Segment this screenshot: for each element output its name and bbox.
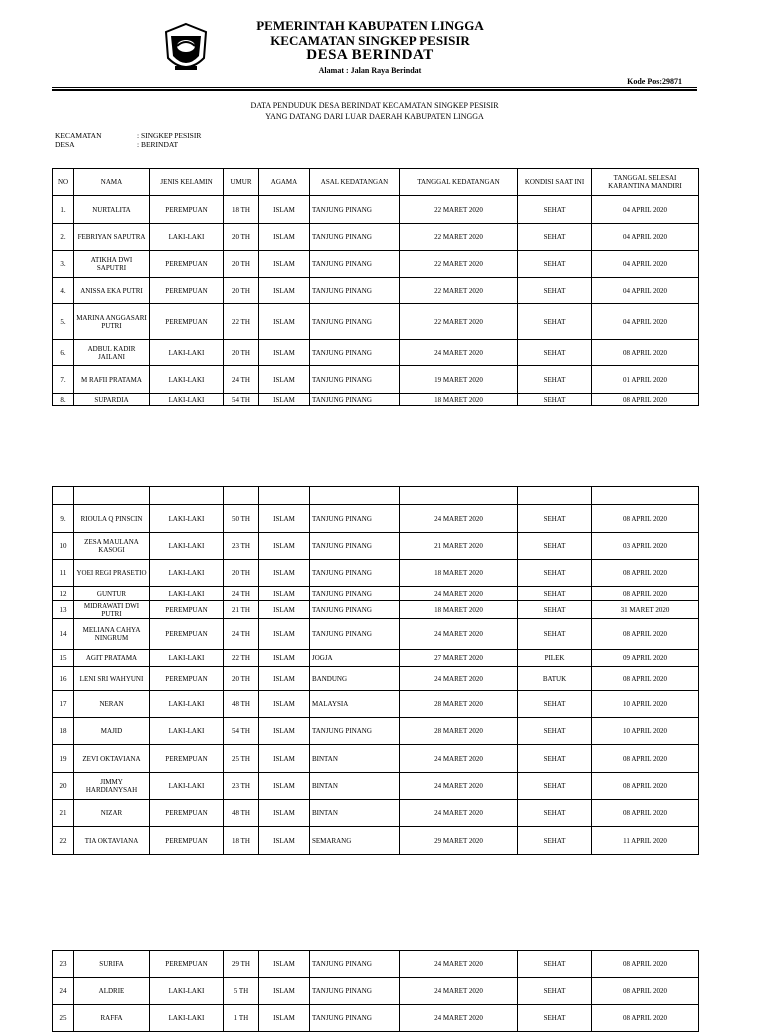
cell-jenis-kelamin: LAKI-LAKI [150,978,224,1005]
cell-jenis-kelamin: PEREMPUAN [150,827,224,855]
cell-kondisi: SEHAT [518,505,592,533]
cell-agama: ISLAM [259,745,310,773]
cell-asal-kedatangan: TANJUNG PINANG [310,340,400,366]
cell-tanggal-selesai: 08 APRIL 2020 [592,587,699,601]
cell-no: 23 [53,951,74,978]
cell-umur: 20 TH [224,251,259,278]
cell-tanggal-selesai: 04 APRIL 2020 [592,224,699,251]
cell-kondisi: SEHAT [518,196,592,224]
cell-no: 20 [53,773,74,800]
cell-kondisi: PILEK [518,650,592,667]
cell-jenis-kelamin: LAKI-LAKI [150,366,224,394]
header-divider-thick [52,89,697,91]
cell-tanggal-selesai: 10 APRIL 2020 [592,718,699,745]
cell-tanggal-kedatangan: 19 MARET 2020 [400,366,518,394]
cell-kondisi: BATUK [518,667,592,691]
cell-jenis-kelamin: LAKI-LAKI [150,560,224,587]
cell-tanggal-selesai: 10 APRIL 2020 [592,691,699,718]
cell-umur: 20 TH [224,340,259,366]
cell-jenis-kelamin: LAKI-LAKI [150,394,224,406]
cell-agama: ISLAM [259,1005,310,1032]
table-row [53,773,699,800]
cell-umur: 48 TH [224,691,259,718]
cell-jenis-kelamin: LAKI-LAKI [150,691,224,718]
cell-nama: MARINA ANGGASARI PUTRI [74,304,150,340]
cell-no: 24 [53,978,74,1005]
cell-tanggal-selesai: 04 APRIL 2020 [592,251,699,278]
cell-nama: SURIFA [74,951,150,978]
cell-jenis-kelamin: PEREMPUAN [150,951,224,978]
cell-jenis-kelamin: LAKI-LAKI [150,224,224,251]
cell-agama: ISLAM [259,667,310,691]
cell-umur: 22 TH [224,650,259,667]
cell-asal-kedatangan: BINTAN [310,800,400,827]
cell-tanggal-kedatangan: 24 MARET 2020 [400,800,518,827]
meta-kecamatan-label: KECAMATAN [55,131,102,140]
table-row [53,800,699,827]
cell-tanggal-kedatangan: 24 MARET 2020 [400,1005,518,1032]
cell-umur: 29 TH [224,951,259,978]
cell-tanggal-kedatangan: 28 MARET 2020 [400,691,518,718]
cell-nama: NERAN [74,691,150,718]
cell-agama: ISLAM [259,800,310,827]
cell-umur: 20 TH [224,224,259,251]
table-header-row [53,169,699,196]
cell-jenis-kelamin: LAKI-LAKI [150,340,224,366]
table-row [53,827,699,855]
cell-agama: ISLAM [259,773,310,800]
cell-tanggal-kedatangan: 21 MARET 2020 [400,533,518,560]
cell-no: 11 [53,560,74,587]
cell-tanggal-kedatangan: 24 MARET 2020 [400,773,518,800]
table-blank-cell [259,487,310,505]
header-no: NO [53,169,74,196]
table-blank-cell [400,487,518,505]
cell-jenis-kelamin: PEREMPUAN [150,251,224,278]
cell-tanggal-kedatangan: 29 MARET 2020 [400,827,518,855]
table-blank-cell [310,487,400,505]
cell-nama: LENI SRI WAHYUNI [74,667,150,691]
table-row [53,667,699,691]
cell-tanggal-kedatangan: 24 MARET 2020 [400,505,518,533]
cell-kondisi: SEHAT [518,601,592,619]
cell-tanggal-kedatangan: 24 MARET 2020 [400,587,518,601]
population-table-part2 [52,486,699,855]
cell-umur: 50 TH [224,505,259,533]
cell-no: 3. [53,251,74,278]
cell-umur: 24 TH [224,366,259,394]
cell-nama: YOEI REGI PRASETIO [74,560,150,587]
cell-kondisi: SEHAT [518,718,592,745]
cell-agama: ISLAM [259,650,310,667]
cell-no: 12 [53,587,74,601]
cell-nama: ZEVI OKTAVIANA [74,745,150,773]
cell-asal-kedatangan: SEMARANG [310,827,400,855]
cell-agama: ISLAM [259,224,310,251]
cell-asal-kedatangan: TANJUNG PINANG [310,718,400,745]
cell-agama: ISLAM [259,619,310,650]
table-row [53,224,699,251]
cell-kondisi: SEHAT [518,827,592,855]
table-row [53,619,699,650]
cell-agama: ISLAM [259,340,310,366]
header-asal-kedatangan: ASAL KEDATANGAN [310,169,400,196]
cell-jenis-kelamin: LAKI-LAKI [150,1005,224,1032]
cell-umur: 1 TH [224,1005,259,1032]
cell-nama: RAFFA [74,1005,150,1032]
cell-asal-kedatangan: TANJUNG PINANG [310,533,400,560]
table-blank-cell [224,487,259,505]
cell-agama: ISLAM [259,394,310,406]
table-blank-row [53,487,699,505]
cell-agama: ISLAM [259,533,310,560]
cell-tanggal-kedatangan: 24 MARET 2020 [400,978,518,1005]
cell-nama: ANISSA EKA PUTRI [74,278,150,304]
meta-desa-value: : BERINDAT [137,140,179,149]
cell-no: 15 [53,650,74,667]
cell-tanggal-kedatangan: 28 MARET 2020 [400,718,518,745]
cell-tanggal-kedatangan: 24 MARET 2020 [400,951,518,978]
cell-agama: ISLAM [259,601,310,619]
cell-nama: MAJID [74,718,150,745]
table-blank-cell [150,487,224,505]
cell-agama: ISLAM [259,196,310,224]
header-tanggal-selesai: TANGGAL SELESAI KARANTINA MANDIRI [592,169,699,196]
cell-kondisi: SEHAT [518,619,592,650]
cell-agama: ISLAM [259,304,310,340]
table-row [53,1005,699,1032]
cell-tanggal-selesai: 04 APRIL 2020 [592,304,699,340]
header-agama: AGAMA [259,169,310,196]
cell-tanggal-selesai: 03 APRIL 2020 [592,533,699,560]
cell-kondisi: SEHAT [518,251,592,278]
table-row [53,505,699,533]
cell-tanggal-selesai: 11 APRIL 2020 [592,827,699,855]
cell-umur: 20 TH [224,667,259,691]
cell-agama: ISLAM [259,587,310,601]
cell-umur: 48 TH [224,800,259,827]
header-nama: NAMA [74,169,150,196]
header-jenis-kelamin: JENIS KELAMIN [150,169,224,196]
cell-nama: MELIANA CAHYA NINGRUM [74,619,150,650]
header-postal-code: Kode Pos:29871 [627,77,682,86]
population-table-part1 [52,168,699,406]
cell-kondisi: SEHAT [518,691,592,718]
cell-umur: 20 TH [224,278,259,304]
cell-tanggal-selesai: 08 APRIL 2020 [592,978,699,1005]
cell-nama: ATIKHA DWI SAPUTRI [74,251,150,278]
cell-no: 9. [53,505,74,533]
cell-nama: ADBUL KADIR JAILANI [74,340,150,366]
cell-no: 13 [53,601,74,619]
cell-asal-kedatangan: JOGJA [310,650,400,667]
table-row [53,951,699,978]
cell-no: 25 [53,1005,74,1032]
cell-agama: ISLAM [259,366,310,394]
cell-nama: NURTALITA [74,196,150,224]
cell-tanggal-selesai: 08 APRIL 2020 [592,505,699,533]
table-row [53,394,699,406]
cell-kondisi: SEHAT [518,587,592,601]
table-row [53,650,699,667]
cell-jenis-kelamin: LAKI-LAKI [150,505,224,533]
cell-tanggal-kedatangan: 22 MARET 2020 [400,224,518,251]
cell-umur: 23 TH [224,773,259,800]
table-row [53,251,699,278]
meta-desa [55,140,178,149]
cell-umur: 25 TH [224,745,259,773]
cell-kondisi: SEHAT [518,304,592,340]
cell-tanggal-selesai: 08 APRIL 2020 [592,800,699,827]
cell-asal-kedatangan: TANJUNG PINANG [310,505,400,533]
header-tanggal-kedatangan: TANGGAL KEDATANGAN [400,169,518,196]
cell-tanggal-kedatangan: 24 MARET 2020 [400,667,518,691]
cell-kondisi: SEHAT [518,224,592,251]
document-title-line1: DATA PENDUDUK DESA BERINDAT KECAMATAN SINGKEP PESISIR [250,101,499,110]
cell-no: 19 [53,745,74,773]
cell-umur: 18 TH [224,827,259,855]
table-row [53,278,699,304]
header-address: Alamat : Jalan Raya Berindat [318,66,422,75]
cell-jenis-kelamin: LAKI-LAKI [150,587,224,601]
cell-tanggal-selesai: 08 APRIL 2020 [592,340,699,366]
table-row [53,533,699,560]
cell-tanggal-selesai: 08 APRIL 2020 [592,619,699,650]
table-row [53,304,699,340]
cell-asal-kedatangan: BANDUNG [310,667,400,691]
cell-tanggal-selesai: 31 MARET 2020 [592,601,699,619]
cell-tanggal-selesai: 08 APRIL 2020 [592,773,699,800]
table-row [53,587,699,601]
cell-agama: ISLAM [259,505,310,533]
cell-no: 4. [53,278,74,304]
cell-tanggal-kedatangan: 24 MARET 2020 [400,619,518,650]
cell-agama: ISLAM [259,978,310,1005]
cell-asal-kedatangan: TANJUNG PINANG [310,251,400,278]
cell-kondisi: SEHAT [518,1005,592,1032]
cell-umur: 22 TH [224,304,259,340]
header-government-line: PEMERINTAH KABUPATEN LINGGA [256,18,484,33]
cell-no: 5. [53,304,74,340]
cell-no: 17 [53,691,74,718]
table-row [53,691,699,718]
meta-desa-label: DESA [55,140,75,149]
cell-agama: ISLAM [259,278,310,304]
cell-asal-kedatangan: BINTAN [310,773,400,800]
header-umur: UMUR [224,169,259,196]
cell-umur: 54 TH [224,718,259,745]
cell-umur: 24 TH [224,619,259,650]
cell-umur: 20 TH [224,560,259,587]
cell-kondisi: SEHAT [518,340,592,366]
table-row [53,196,699,224]
cell-jenis-kelamin: LAKI-LAKI [150,718,224,745]
cell-jenis-kelamin: PEREMPUAN [150,278,224,304]
cell-no: 16 [53,667,74,691]
cell-agama: ISLAM [259,951,310,978]
cell-asal-kedatangan: TANJUNG PINANG [310,366,400,394]
cell-no: 10 [53,533,74,560]
cell-kondisi: SEHAT [518,560,592,587]
cell-umur: 5 TH [224,978,259,1005]
cell-agama: ISLAM [259,251,310,278]
cell-tanggal-kedatangan: 18 MARET 2020 [400,601,518,619]
table-row [53,340,699,366]
cell-agama: ISLAM [259,560,310,587]
cell-jenis-kelamin: PEREMPUAN [150,196,224,224]
cell-tanggal-selesai: 08 APRIL 2020 [592,951,699,978]
cell-jenis-kelamin: PEREMPUAN [150,745,224,773]
cell-agama: ISLAM [259,691,310,718]
cell-tanggal-selesai: 08 APRIL 2020 [592,1005,699,1032]
cell-nama: ALDRIE [74,978,150,1005]
cell-no: 21 [53,800,74,827]
header-divider [52,87,697,88]
cell-jenis-kelamin: LAKI-LAKI [150,773,224,800]
cell-nama: FEBRIYAN SAPUTRA [74,224,150,251]
cell-umur: 18 TH [224,196,259,224]
header-kondisi: KONDISI SAAT INI [518,169,592,196]
cell-tanggal-kedatangan: 18 MARET 2020 [400,560,518,587]
table-row [53,601,699,619]
cell-jenis-kelamin: LAKI-LAKI [150,533,224,560]
cell-no: 7. [53,366,74,394]
cell-no: 14 [53,619,74,650]
cell-no: 6. [53,340,74,366]
table-blank-cell [518,487,592,505]
table-blank-cell [74,487,150,505]
cell-kondisi: SEHAT [518,745,592,773]
cell-tanggal-selesai: 04 APRIL 2020 [592,196,699,224]
cell-asal-kedatangan: MALAYSIA [310,691,400,718]
cell-asal-kedatangan: TANJUNG PINANG [310,587,400,601]
cell-kondisi: SEHAT [518,278,592,304]
table-row [53,745,699,773]
population-table-part3 [52,950,699,1032]
cell-tanggal-kedatangan: 22 MARET 2020 [400,196,518,224]
cell-asal-kedatangan: TANJUNG PINANG [310,619,400,650]
cell-tanggal-kedatangan: 18 MARET 2020 [400,394,518,406]
cell-jenis-kelamin: PEREMPUAN [150,667,224,691]
cell-nama: M RAFII PRATAMA [74,366,150,394]
table-blank-cell [53,487,74,505]
cell-tanggal-kedatangan: 24 MARET 2020 [400,745,518,773]
cell-jenis-kelamin: PEREMPUAN [150,601,224,619]
cell-tanggal-kedatangan: 22 MARET 2020 [400,251,518,278]
cell-nama: TIA OKTAVIANA [74,827,150,855]
cell-agama: ISLAM [259,827,310,855]
cell-tanggal-kedatangan: 22 MARET 2020 [400,278,518,304]
cell-no: 22 [53,827,74,855]
cell-kondisi: SEHAT [518,533,592,560]
cell-nama: JIMMY HARDIANYSAH [74,773,150,800]
cell-no: 8. [53,394,74,406]
cell-nama: AGIT PRATAMA [74,650,150,667]
cell-jenis-kelamin: LAKI-LAKI [150,650,224,667]
cell-asal-kedatangan: TANJUNG PINANG [310,1005,400,1032]
cell-kondisi: SEHAT [518,394,592,406]
cell-nama: MIDRAWATI DWI PUTRI [74,601,150,619]
cell-tanggal-kedatangan: 27 MARET 2020 [400,650,518,667]
cell-asal-kedatangan: TANJUNG PINANG [310,394,400,406]
cell-tanggal-selesai: 01 APRIL 2020 [592,366,699,394]
cell-jenis-kelamin: PEREMPUAN [150,304,224,340]
cell-kondisi: SEHAT [518,978,592,1005]
cell-kondisi: SEHAT [518,773,592,800]
cell-tanggal-selesai: 04 APRIL 2020 [592,278,699,304]
cell-kondisi: SEHAT [518,366,592,394]
cell-tanggal-kedatangan: 24 MARET 2020 [400,340,518,366]
table-row [53,978,699,1005]
cell-tanggal-selesai: 08 APRIL 2020 [592,394,699,406]
cell-jenis-kelamin: PEREMPUAN [150,619,224,650]
cell-tanggal-selesai: 08 APRIL 2020 [592,745,699,773]
cell-tanggal-kedatangan: 22 MARET 2020 [400,304,518,340]
cell-agama: ISLAM [259,718,310,745]
cell-jenis-kelamin: PEREMPUAN [150,800,224,827]
header-district-line: KECAMATAN SINGKEP PESISIR [270,33,470,48]
cell-nama: SUPARDIA [74,394,150,406]
cell-asal-kedatangan: TANJUNG PINANG [310,951,400,978]
cell-asal-kedatangan: TANJUNG PINANG [310,278,400,304]
cell-tanggal-selesai: 08 APRIL 2020 [592,667,699,691]
cell-no: 2. [53,224,74,251]
header-village-line: DESA BERINDAT [306,47,434,63]
cell-asal-kedatangan: TANJUNG PINANG [310,224,400,251]
cell-nama: ZESA MAULANA KASOGI [74,533,150,560]
cell-asal-kedatangan: TANJUNG PINANG [310,560,400,587]
cell-asal-kedatangan: TANJUNG PINANG [310,304,400,340]
cell-asal-kedatangan: TANJUNG PINANG [310,978,400,1005]
table-row [53,718,699,745]
document-title-line2: YANG DATANG DARI LUAR DAERAH KABUPATEN LINGGA [265,112,484,121]
cell-no: 1. [53,196,74,224]
cell-asal-kedatangan: TANJUNG PINANG [310,196,400,224]
cell-nama: RIOULA Q PINSCIN [74,505,150,533]
cell-asal-kedatangan: BINTAN [310,745,400,773]
cell-nama: GUNTUR [74,587,150,601]
cell-tanggal-selesai: 08 APRIL 2020 [592,560,699,587]
cell-umur: 21 TH [224,601,259,619]
cell-kondisi: SEHAT [518,951,592,978]
cell-umur: 23 TH [224,533,259,560]
cell-kondisi: SEHAT [518,800,592,827]
table-blank-cell [592,487,699,505]
table-row [53,366,699,394]
cell-asal-kedatangan: TANJUNG PINANG [310,601,400,619]
cell-umur: 24 TH [224,587,259,601]
table-row [53,560,699,587]
cell-no: 18 [53,718,74,745]
meta-kecamatan-value: : SINGKEP PESISIR [137,131,202,140]
cell-tanggal-selesai: 09 APRIL 2020 [592,650,699,667]
cell-nama: NIZAR [74,800,150,827]
meta-kecamatan [55,131,201,140]
cell-umur: 54 TH [224,394,259,406]
